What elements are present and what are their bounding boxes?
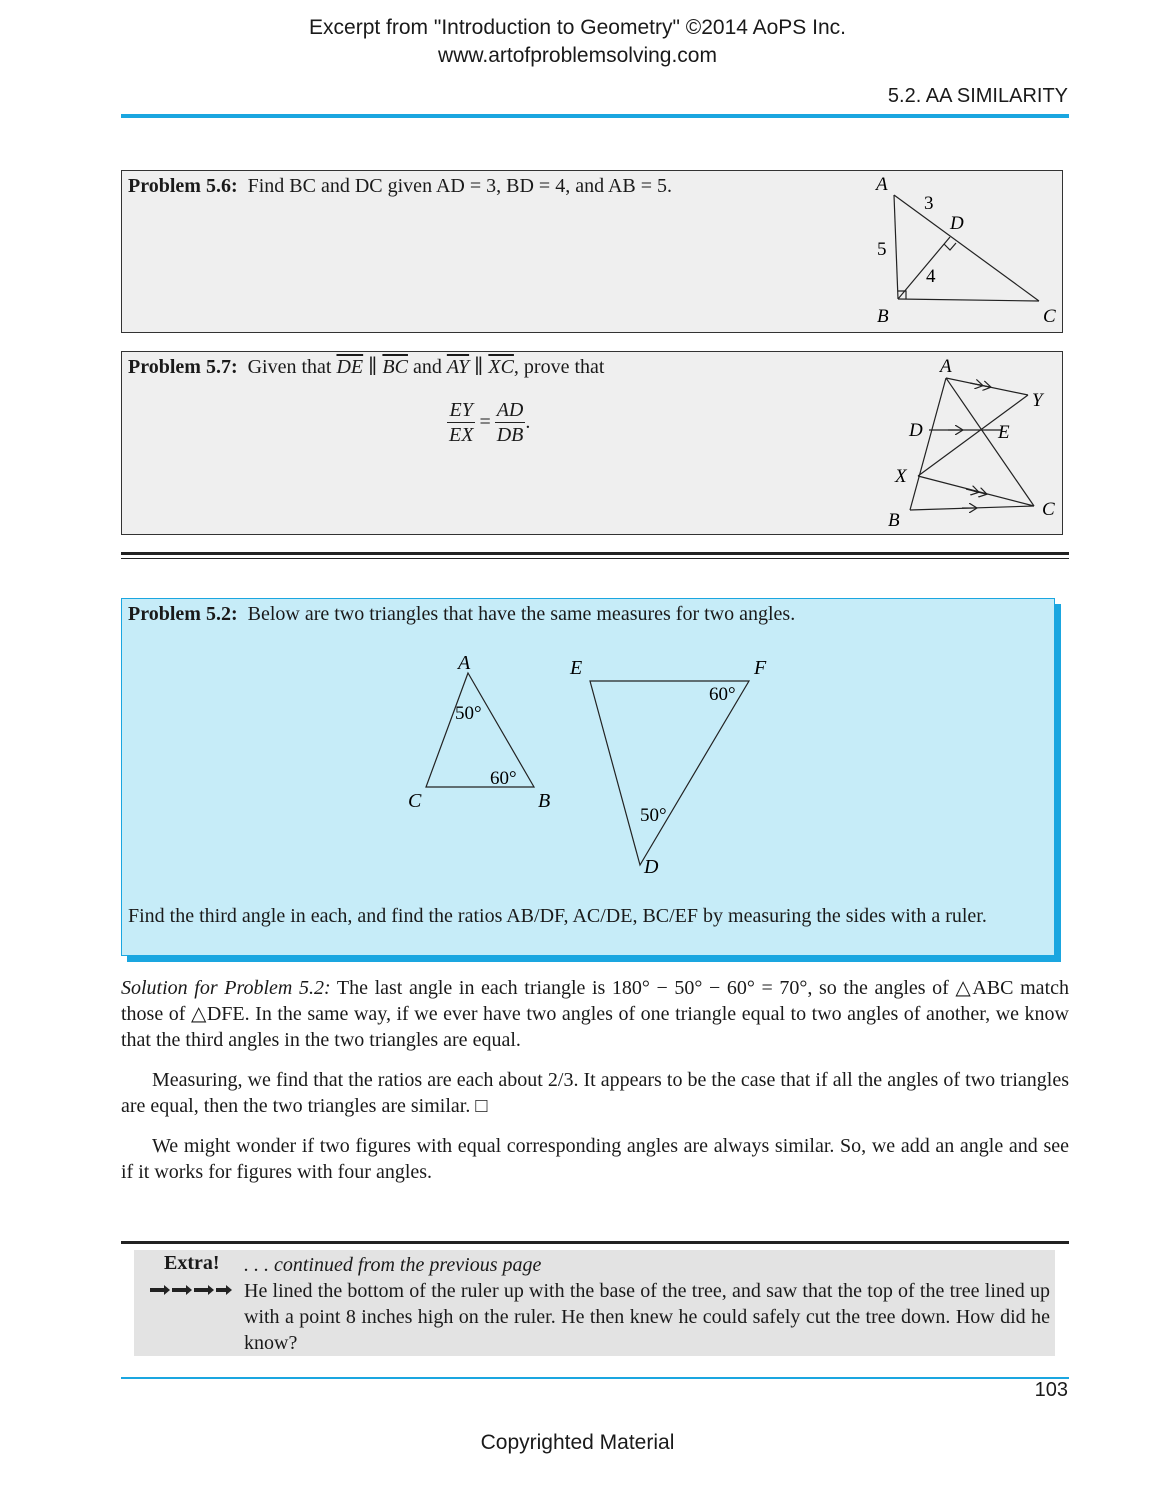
problem-5-6-box	[121, 170, 1063, 333]
segment-bd	[898, 237, 950, 299]
copyright-footer: Copyrighted Material	[480, 1431, 675, 1454]
problem-5-2-box	[121, 598, 1055, 956]
problem-5-6-statement	[128, 173, 672, 199]
label-3: 3	[924, 193, 934, 214]
solution-paragraph-3: We might wonder if two figures with equal corresponding angles are always similar. So, we add an angle and see if it works for figures with four angles.	[121, 1135, 1069, 1183]
equals-sign: =	[479, 411, 491, 433]
triangle-abc	[426, 673, 534, 787]
section-title: 5.2. AA SIMILARITY	[887, 85, 1068, 107]
arrows-icon	[150, 1284, 234, 1296]
label-a: A	[876, 174, 888, 195]
statement-text: , prove that	[513, 356, 605, 378]
problem-text: Below are two triangles that have the same measures for two angles.	[247, 603, 796, 625]
label-b: B	[538, 790, 551, 812]
label-c: C	[408, 790, 422, 812]
problem-5-7-statement	[128, 354, 604, 380]
extra-top-rule	[121, 1241, 1069, 1244]
page-number: 103	[1034, 1379, 1068, 1401]
problem-label: Problem 5.7:	[128, 356, 238, 378]
segment-ay: $\overline{AY}$	[446, 356, 470, 378]
label-c: C	[1043, 306, 1056, 327]
separator-thin	[121, 558, 1069, 559]
denominator: EX	[449, 424, 474, 446]
period: .	[525, 411, 531, 433]
problem-5-2-question: Find the third angle in each, and find the ratios AB/DF, AC/DE, BC/EF by measuring the sides with a ruler.	[128, 905, 987, 927]
segment-ab	[894, 195, 898, 299]
extra-text: He lined the bottom of the ruler up with the base of the tree, and saw that the top of the tree lined up with a point 8 inches high on the ruler. He then knew he could safely cut the tree down. How did he know?	[244, 1280, 1050, 1354]
label-e: E	[570, 657, 583, 679]
solution-paragraph-2: Measuring, we find that the ratios are each about 2/3. It appears to be the case that if all the angles of two triangles are equal, then the two triangles are similar. □	[121, 1069, 1069, 1117]
segment-xy	[918, 395, 1028, 476]
denominator: DB	[496, 424, 524, 446]
header-rule	[121, 114, 1069, 118]
angle-f-label: 60°	[709, 684, 736, 705]
excerpt-header: Excerpt from "Introduction to Geometry" ©2014 AoPS Inc.	[309, 16, 846, 39]
problem-5-2-statement	[128, 601, 795, 627]
angle-b-label: 60°	[490, 768, 517, 789]
solution-text: The last angle in each triangle is 180° − 50° − 60° = 70°, so the angles of △ABC match those of △DFE. In the same way, if we ever have two angles of one triangle equal to two angles of another, we know that the third angles in the two triangles are equal.	[121, 977, 1069, 1051]
parallel-symbol: ∥	[469, 356, 489, 378]
problem-5-6-figure	[862, 171, 1062, 331]
label-5: 5	[877, 239, 887, 260]
label-4: 4	[926, 266, 936, 287]
segment-ac	[894, 195, 1039, 301]
label-c: C	[1042, 499, 1055, 520]
segment-xc: $\overline{XC}$	[488, 356, 514, 378]
label-y: Y	[1032, 390, 1043, 411]
label-x: X	[895, 466, 907, 487]
fraction-ad-db	[495, 398, 526, 447]
extra-continued: . . . continued from the previous page	[244, 1254, 542, 1276]
right-angle-d	[944, 243, 956, 250]
segment-bc: $\overline{BC}$	[382, 356, 408, 378]
label-a: A	[940, 356, 952, 377]
extra-content	[244, 1252, 1050, 1356]
label-f: F	[754, 657, 767, 679]
segment-de: $\overline{DE}$	[336, 356, 364, 378]
label-e: E	[998, 422, 1010, 443]
solution-paragraph-1	[121, 975, 1069, 1053]
label-a: A	[458, 652, 471, 674]
problem-5-7-box	[121, 351, 1063, 535]
two-triangles-figure	[392, 645, 792, 885]
angle-d-label: 50°	[640, 805, 667, 826]
fraction-ey-ex	[447, 398, 475, 447]
triangle-dfe	[590, 681, 749, 865]
numerator: EY	[447, 398, 475, 423]
extra-label: Extra!	[164, 1252, 220, 1274]
segment-bc	[898, 299, 1039, 301]
label-d: D	[950, 213, 964, 234]
ratio-equation	[447, 398, 530, 447]
problem-label: Problem 5.2:	[128, 603, 238, 625]
segment-ab	[910, 378, 946, 510]
website-url[interactable]: www.artofproblemsolving.com	[438, 44, 717, 67]
label-b: B	[888, 510, 900, 531]
solution-label: Solution for Problem 5.2:	[121, 977, 331, 999]
label-d: D	[644, 856, 659, 878]
parallel-symbol: ∥	[363, 356, 383, 378]
separator-thick	[121, 552, 1069, 555]
label-b: B	[877, 306, 889, 327]
problem-label: Problem 5.6:	[128, 175, 238, 197]
label-d: D	[909, 420, 923, 441]
and-text: and	[407, 356, 447, 378]
numerator: AD	[496, 399, 524, 421]
footer-rule	[121, 1377, 1069, 1379]
problem-5-7-figure	[882, 352, 1062, 534]
problem-text: Find BC and DC given AD = 3, BD = 4, and AB = 5.	[247, 175, 673, 197]
statement-text: Given that	[247, 356, 337, 378]
angle-a-label: 50°	[455, 703, 482, 724]
extra-box	[134, 1250, 1055, 1356]
